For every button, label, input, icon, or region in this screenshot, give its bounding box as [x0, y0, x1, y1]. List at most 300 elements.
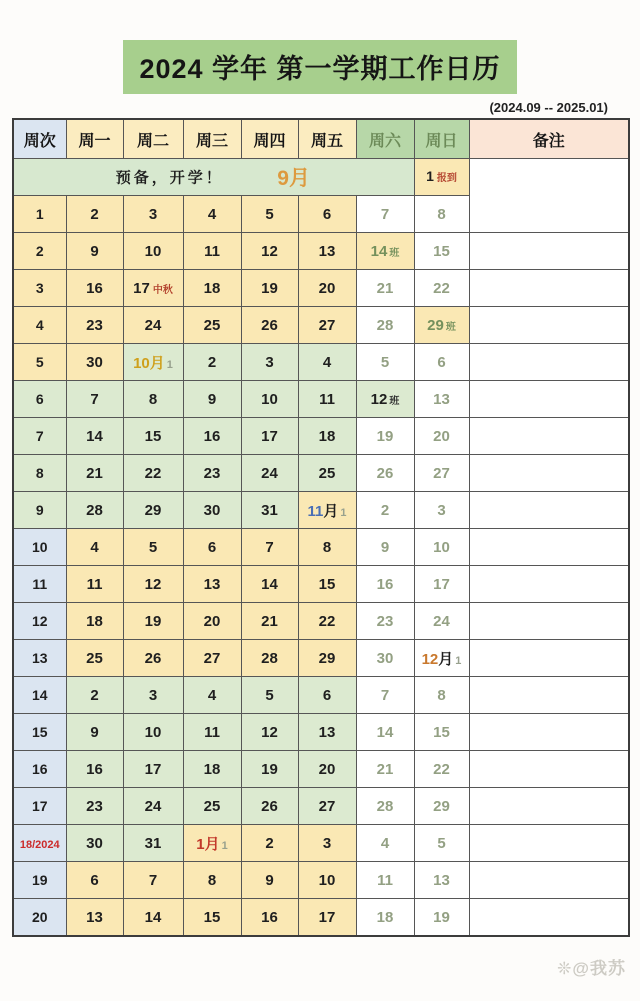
week-number-cell: [13, 418, 66, 455]
cell-text: 26: [376, 464, 394, 482]
day-cell: [356, 455, 414, 492]
cell-text: 9: [207, 390, 217, 408]
cell-text: 6: [90, 871, 99, 889]
day-cell: [66, 603, 123, 640]
day-cell: [183, 788, 241, 825]
cell-text: 1: [166, 358, 173, 371]
day-cell: [298, 492, 356, 529]
cell-text: 23: [86, 316, 103, 334]
day-cell: [123, 603, 183, 640]
day-cell: [356, 751, 414, 788]
cell-text: 22: [144, 464, 162, 482]
cell-text: 17: [133, 279, 150, 297]
calendar-row: [13, 529, 629, 566]
cell-text: 27: [433, 464, 450, 482]
cell-text: 18: [86, 612, 103, 630]
remark-cell: [469, 492, 629, 529]
day-cell: [356, 899, 414, 937]
month-banner-row: [13, 159, 629, 196]
day-cell: [298, 603, 356, 640]
day-cell: [183, 270, 241, 307]
calendar-row: [13, 899, 629, 937]
cell-text: 17: [433, 575, 450, 593]
cell-text: 19: [144, 612, 162, 630]
week-number-cell: [13, 529, 66, 566]
calendar-row: [13, 566, 629, 603]
day-cell: [414, 714, 469, 751]
day-cell: [414, 344, 469, 381]
cell-text: 19: [31, 872, 48, 888]
day-cell: [241, 196, 298, 233]
calendar-row: [13, 677, 629, 714]
day-cell: [66, 788, 123, 825]
day-cell: [66, 825, 123, 862]
cell-text: 15: [31, 724, 48, 740]
calendar-row: [13, 418, 629, 455]
day-cell: [123, 381, 183, 418]
day-cell: [241, 307, 298, 344]
cell-text: 23: [376, 612, 394, 630]
day-cell: [66, 677, 123, 714]
day-cell: [356, 418, 414, 455]
cell-text: 3: [148, 686, 158, 704]
header-tuesday: 周二: [123, 119, 183, 159]
day-cell: [298, 270, 356, 307]
cell-text: 9: [35, 502, 44, 518]
day-cell: [356, 381, 414, 418]
day-cell: [66, 899, 123, 937]
cell-text: 3: [322, 834, 332, 852]
day-cell: [123, 788, 183, 825]
cell-text: 24: [433, 612, 450, 630]
cell-text: 13: [318, 723, 336, 741]
week-number-cell: [13, 640, 66, 677]
cell-text: 1: [455, 654, 462, 667]
day-cell: [123, 455, 183, 492]
cell-text: 4: [90, 538, 99, 556]
cell-text: 6: [207, 538, 217, 556]
calendar-row: [13, 455, 629, 492]
day-cell: [414, 233, 469, 270]
day-cell: [414, 603, 469, 640]
day-cell: [66, 714, 123, 751]
remark-cell: [469, 529, 629, 566]
cell-text: 14: [376, 723, 394, 741]
cell-text: 2: [265, 834, 274, 852]
day-cell: [298, 344, 356, 381]
day-cell: [66, 566, 123, 603]
day-cell: [241, 418, 298, 455]
day-cell: [298, 307, 356, 344]
cell-text: 25: [203, 797, 221, 815]
remark-cell: [469, 566, 629, 603]
cell-text: 27: [203, 649, 221, 667]
day-cell: [183, 899, 241, 937]
day-cell: [414, 677, 469, 714]
cell-text: 4: [35, 317, 44, 333]
day-cell: [66, 492, 123, 529]
cell-text: 11: [319, 390, 335, 408]
cell-text: 31: [144, 834, 162, 852]
cell-text: 28: [86, 501, 103, 519]
day-cell: [123, 233, 183, 270]
week-number-cell: [13, 862, 66, 899]
watermark-text: @我苏: [572, 959, 626, 978]
cell-text: 22: [433, 760, 450, 778]
day-cell: [183, 677, 241, 714]
calendar-row: [13, 825, 629, 862]
cell-text: 1: [35, 206, 44, 222]
cell-text: 13: [31, 650, 48, 666]
cell-text: 25: [318, 464, 336, 482]
cell-text: 5: [265, 205, 274, 223]
cell-text: 21: [376, 760, 394, 778]
day-cell: [356, 307, 414, 344]
cell-text: 14: [86, 427, 103, 445]
day-cell: [123, 529, 183, 566]
week-number-cell: [13, 566, 66, 603]
cell-text: 6: [437, 353, 446, 371]
calendar-row: [13, 788, 629, 825]
day-cell: [241, 270, 298, 307]
day-cell: [66, 640, 123, 677]
calendar-row: [13, 714, 629, 751]
day-cell: [66, 307, 123, 344]
day-cell: [414, 751, 469, 788]
cell-text: 9: [90, 723, 99, 741]
cell-text: 5: [148, 538, 158, 556]
cell-text: 22: [318, 612, 336, 630]
day-cell: [414, 196, 469, 233]
cell-text: 4: [322, 353, 332, 371]
week-number-cell: [13, 381, 66, 418]
day-cell: [123, 714, 183, 751]
week-number-cell: [13, 307, 66, 344]
cell-text: 29: [433, 797, 450, 815]
day-cell: [298, 233, 356, 270]
cell-text: 28: [261, 649, 278, 667]
calendar-row: [13, 270, 629, 307]
cell-text: 30: [203, 501, 221, 519]
day-cell: [241, 455, 298, 492]
cell-text: 7: [35, 428, 44, 444]
cell-text: 20: [203, 612, 221, 630]
cell-text: 28: [376, 316, 394, 334]
cell-text: 29: [144, 501, 162, 519]
week-number-cell: [13, 233, 66, 270]
cell-text: 23: [203, 464, 221, 482]
day-cell: [414, 862, 469, 899]
day-cell: [183, 714, 241, 751]
week-number-cell: [13, 270, 66, 307]
cell-text: 8: [148, 390, 158, 408]
remark-cell: [469, 751, 629, 788]
cell-text: 17: [318, 908, 336, 926]
day-cell: [298, 455, 356, 492]
header-saturday: 周六: [356, 119, 414, 159]
day-cell: [241, 566, 298, 603]
cell-text: 16: [376, 575, 394, 593]
registration-label: 报到: [436, 173, 457, 184]
cell-text: 10月: [133, 354, 165, 372]
cell-text: 11: [86, 575, 103, 593]
day-cell: [356, 788, 414, 825]
day-cell: [66, 233, 123, 270]
day-cell: [356, 233, 414, 270]
cell-text: 18: [376, 908, 394, 926]
day-cell: [123, 307, 183, 344]
calendar-row: [13, 492, 629, 529]
cell-text: 2: [380, 501, 390, 519]
cell-text: 10: [318, 871, 336, 889]
september-banner-cell: [13, 159, 414, 196]
day-cell: [66, 529, 123, 566]
week-number-cell: [13, 603, 66, 640]
cell-text: 7: [148, 871, 158, 889]
day-cell: [183, 862, 241, 899]
week-number-cell: [13, 677, 66, 714]
cell-text: 12: [261, 723, 278, 741]
cell-text: 16: [203, 427, 221, 445]
day-cell: [241, 788, 298, 825]
cell-text: 13: [433, 390, 450, 408]
header-thursday: 周四: [241, 119, 298, 159]
cell-text: 10: [261, 390, 278, 408]
day-cell: [414, 566, 469, 603]
day-cell: [183, 344, 241, 381]
calendar-row: [13, 381, 629, 418]
cell-text: 6: [322, 686, 332, 704]
day-cell: [241, 344, 298, 381]
day-cell: [414, 492, 469, 529]
day-cell: [183, 751, 241, 788]
header-remarks: 备注: [469, 119, 629, 159]
cell-text: 8: [437, 686, 446, 704]
cell-text: 8: [35, 465, 44, 481]
cell-text: 15: [318, 575, 336, 593]
remark-cell: [469, 714, 629, 751]
day-cell: [183, 307, 241, 344]
day-cell: [298, 640, 356, 677]
day-cell: [356, 492, 414, 529]
cell-text: 16: [86, 279, 103, 297]
week-number-cell: [13, 899, 66, 937]
day-cell: [414, 640, 469, 677]
cell-text: 18/2024: [19, 839, 60, 851]
cell-text: 12: [370, 390, 388, 408]
day-cell: [183, 455, 241, 492]
day-cell: [356, 862, 414, 899]
day-cell: [356, 603, 414, 640]
cell-text: 13: [86, 908, 103, 926]
day-cell: [298, 381, 356, 418]
semester-start-label: 预备，开学！: [115, 169, 224, 187]
cell-text: 16: [261, 908, 278, 926]
day-cell: [298, 566, 356, 603]
cell-text: 2: [90, 686, 99, 704]
header-sunday: 周日: [414, 119, 469, 159]
cell-text: 25: [86, 649, 103, 667]
day-number: 1: [426, 168, 434, 184]
week-number-cell: [13, 196, 66, 233]
header-monday: 周一: [66, 119, 123, 159]
week-number-cell: [13, 344, 66, 381]
cell-text: 30: [86, 834, 103, 852]
cell-text: 月: [438, 650, 454, 668]
cell-text: 月: [323, 502, 339, 520]
cell-text: 19: [261, 279, 278, 297]
title-bar: [0, 40, 640, 94]
day-cell: [298, 714, 356, 751]
cell-text: 2: [207, 353, 217, 371]
cell-text: 5: [35, 354, 44, 370]
day-cell: [66, 381, 123, 418]
calendar-table: [12, 118, 630, 937]
remark-cell: [469, 899, 629, 937]
day-cell: [123, 492, 183, 529]
cell-text: 24: [144, 797, 162, 815]
day-cell: [183, 196, 241, 233]
cell-text: 1: [340, 506, 347, 519]
cell-text: 13: [203, 575, 221, 593]
cell-text: 10: [144, 723, 162, 741]
day-cell: [241, 492, 298, 529]
day-cell: [414, 455, 469, 492]
calendar-row: [13, 640, 629, 677]
cell-text: 12: [31, 613, 48, 629]
cell-text: 30: [376, 649, 394, 667]
cell-text: 13: [433, 871, 450, 889]
cell-text: 28: [376, 797, 394, 815]
cell-text: 12: [421, 650, 439, 668]
cell-text: 19: [376, 427, 394, 445]
day-cell: [183, 492, 241, 529]
cell-text: 19: [433, 908, 450, 926]
remark-cell: [469, 825, 629, 862]
day-cell: [414, 270, 469, 307]
cell-text: 30: [86, 353, 103, 371]
cell-text: 25: [203, 316, 221, 334]
remark-cell: [469, 307, 629, 344]
day-cell: [241, 825, 298, 862]
day-cell: [183, 825, 241, 862]
day-cell: [356, 270, 414, 307]
cell-text: 4: [207, 205, 217, 223]
cell-text: 6: [322, 205, 332, 223]
cell-text: 20: [31, 909, 48, 925]
day-cell: [123, 677, 183, 714]
cell-text: 18: [318, 427, 336, 445]
day-cell: [66, 455, 123, 492]
cell-text: 11: [204, 723, 220, 741]
day-cell: [183, 640, 241, 677]
day-cell: [241, 603, 298, 640]
calendar-row: [13, 344, 629, 381]
cell-text: 7: [380, 205, 390, 223]
remark-cell: [469, 677, 629, 714]
remark-cell: [469, 640, 629, 677]
day-cell: [298, 529, 356, 566]
day-cell: [356, 566, 414, 603]
cell-text: 15: [433, 242, 450, 260]
cell-text: 31: [261, 501, 278, 519]
header-friday: 周五: [298, 119, 356, 159]
cell-text: 15: [433, 723, 450, 741]
day-cell: [414, 825, 469, 862]
cell-text: 15: [144, 427, 162, 445]
day-cell: [356, 714, 414, 751]
cell-text: 24: [261, 464, 278, 482]
remark-cell: [469, 418, 629, 455]
cell-text: 21: [86, 464, 103, 482]
cell-text: 5: [437, 834, 446, 852]
week-number-cell: [13, 825, 66, 862]
day-cell: [414, 381, 469, 418]
day-cell: [123, 196, 183, 233]
day-cell: [356, 196, 414, 233]
day-cell: [298, 862, 356, 899]
cell-text: 18: [203, 279, 221, 297]
cell-text: 16: [86, 760, 103, 778]
remark-cell: [469, 788, 629, 825]
cell-text: 14: [144, 908, 162, 926]
cell-text: 20: [318, 279, 336, 297]
cell-text: 19: [261, 760, 278, 778]
day-cell: [298, 196, 356, 233]
day-cell: [183, 603, 241, 640]
day-cell: [183, 233, 241, 270]
cell-text: 8: [437, 205, 446, 223]
day-cell: [356, 529, 414, 566]
calendar-row: [13, 603, 629, 640]
day-cell: [414, 899, 469, 937]
cell-text: 14: [31, 687, 48, 703]
cell-text: 27: [318, 316, 336, 334]
cell-text: 5: [380, 353, 390, 371]
day-cell: [123, 566, 183, 603]
header-wednesday: 周三: [183, 119, 241, 159]
cell-text: 中秋: [152, 284, 173, 296]
day-cell: [123, 899, 183, 937]
day-cell: [123, 862, 183, 899]
day-cell: [298, 677, 356, 714]
day-cell: [298, 899, 356, 937]
remark-cell: [469, 344, 629, 381]
cell-text: 4: [207, 686, 217, 704]
remark-cell: [469, 381, 629, 418]
cell-text: 29: [318, 649, 336, 667]
cell-text: 7: [90, 390, 99, 408]
day-cell: [123, 751, 183, 788]
day-cell: [123, 270, 183, 307]
cell-text: 26: [261, 316, 278, 334]
cell-text: 5: [265, 686, 274, 704]
cell-text: 1: [221, 839, 228, 852]
day-cell: [241, 233, 298, 270]
week-number-cell: [13, 455, 66, 492]
day-cell: [241, 751, 298, 788]
day-cell: [414, 529, 469, 566]
cell-text: 12: [144, 575, 162, 593]
day-cell: [66, 418, 123, 455]
week-number-cell: [13, 751, 66, 788]
cell-text: 10: [144, 242, 162, 260]
day-cell: [356, 640, 414, 677]
cell-text: 3: [148, 205, 158, 223]
cell-text: 9: [90, 242, 99, 260]
month-label-september: 9月: [277, 167, 310, 190]
day-cell: [241, 714, 298, 751]
